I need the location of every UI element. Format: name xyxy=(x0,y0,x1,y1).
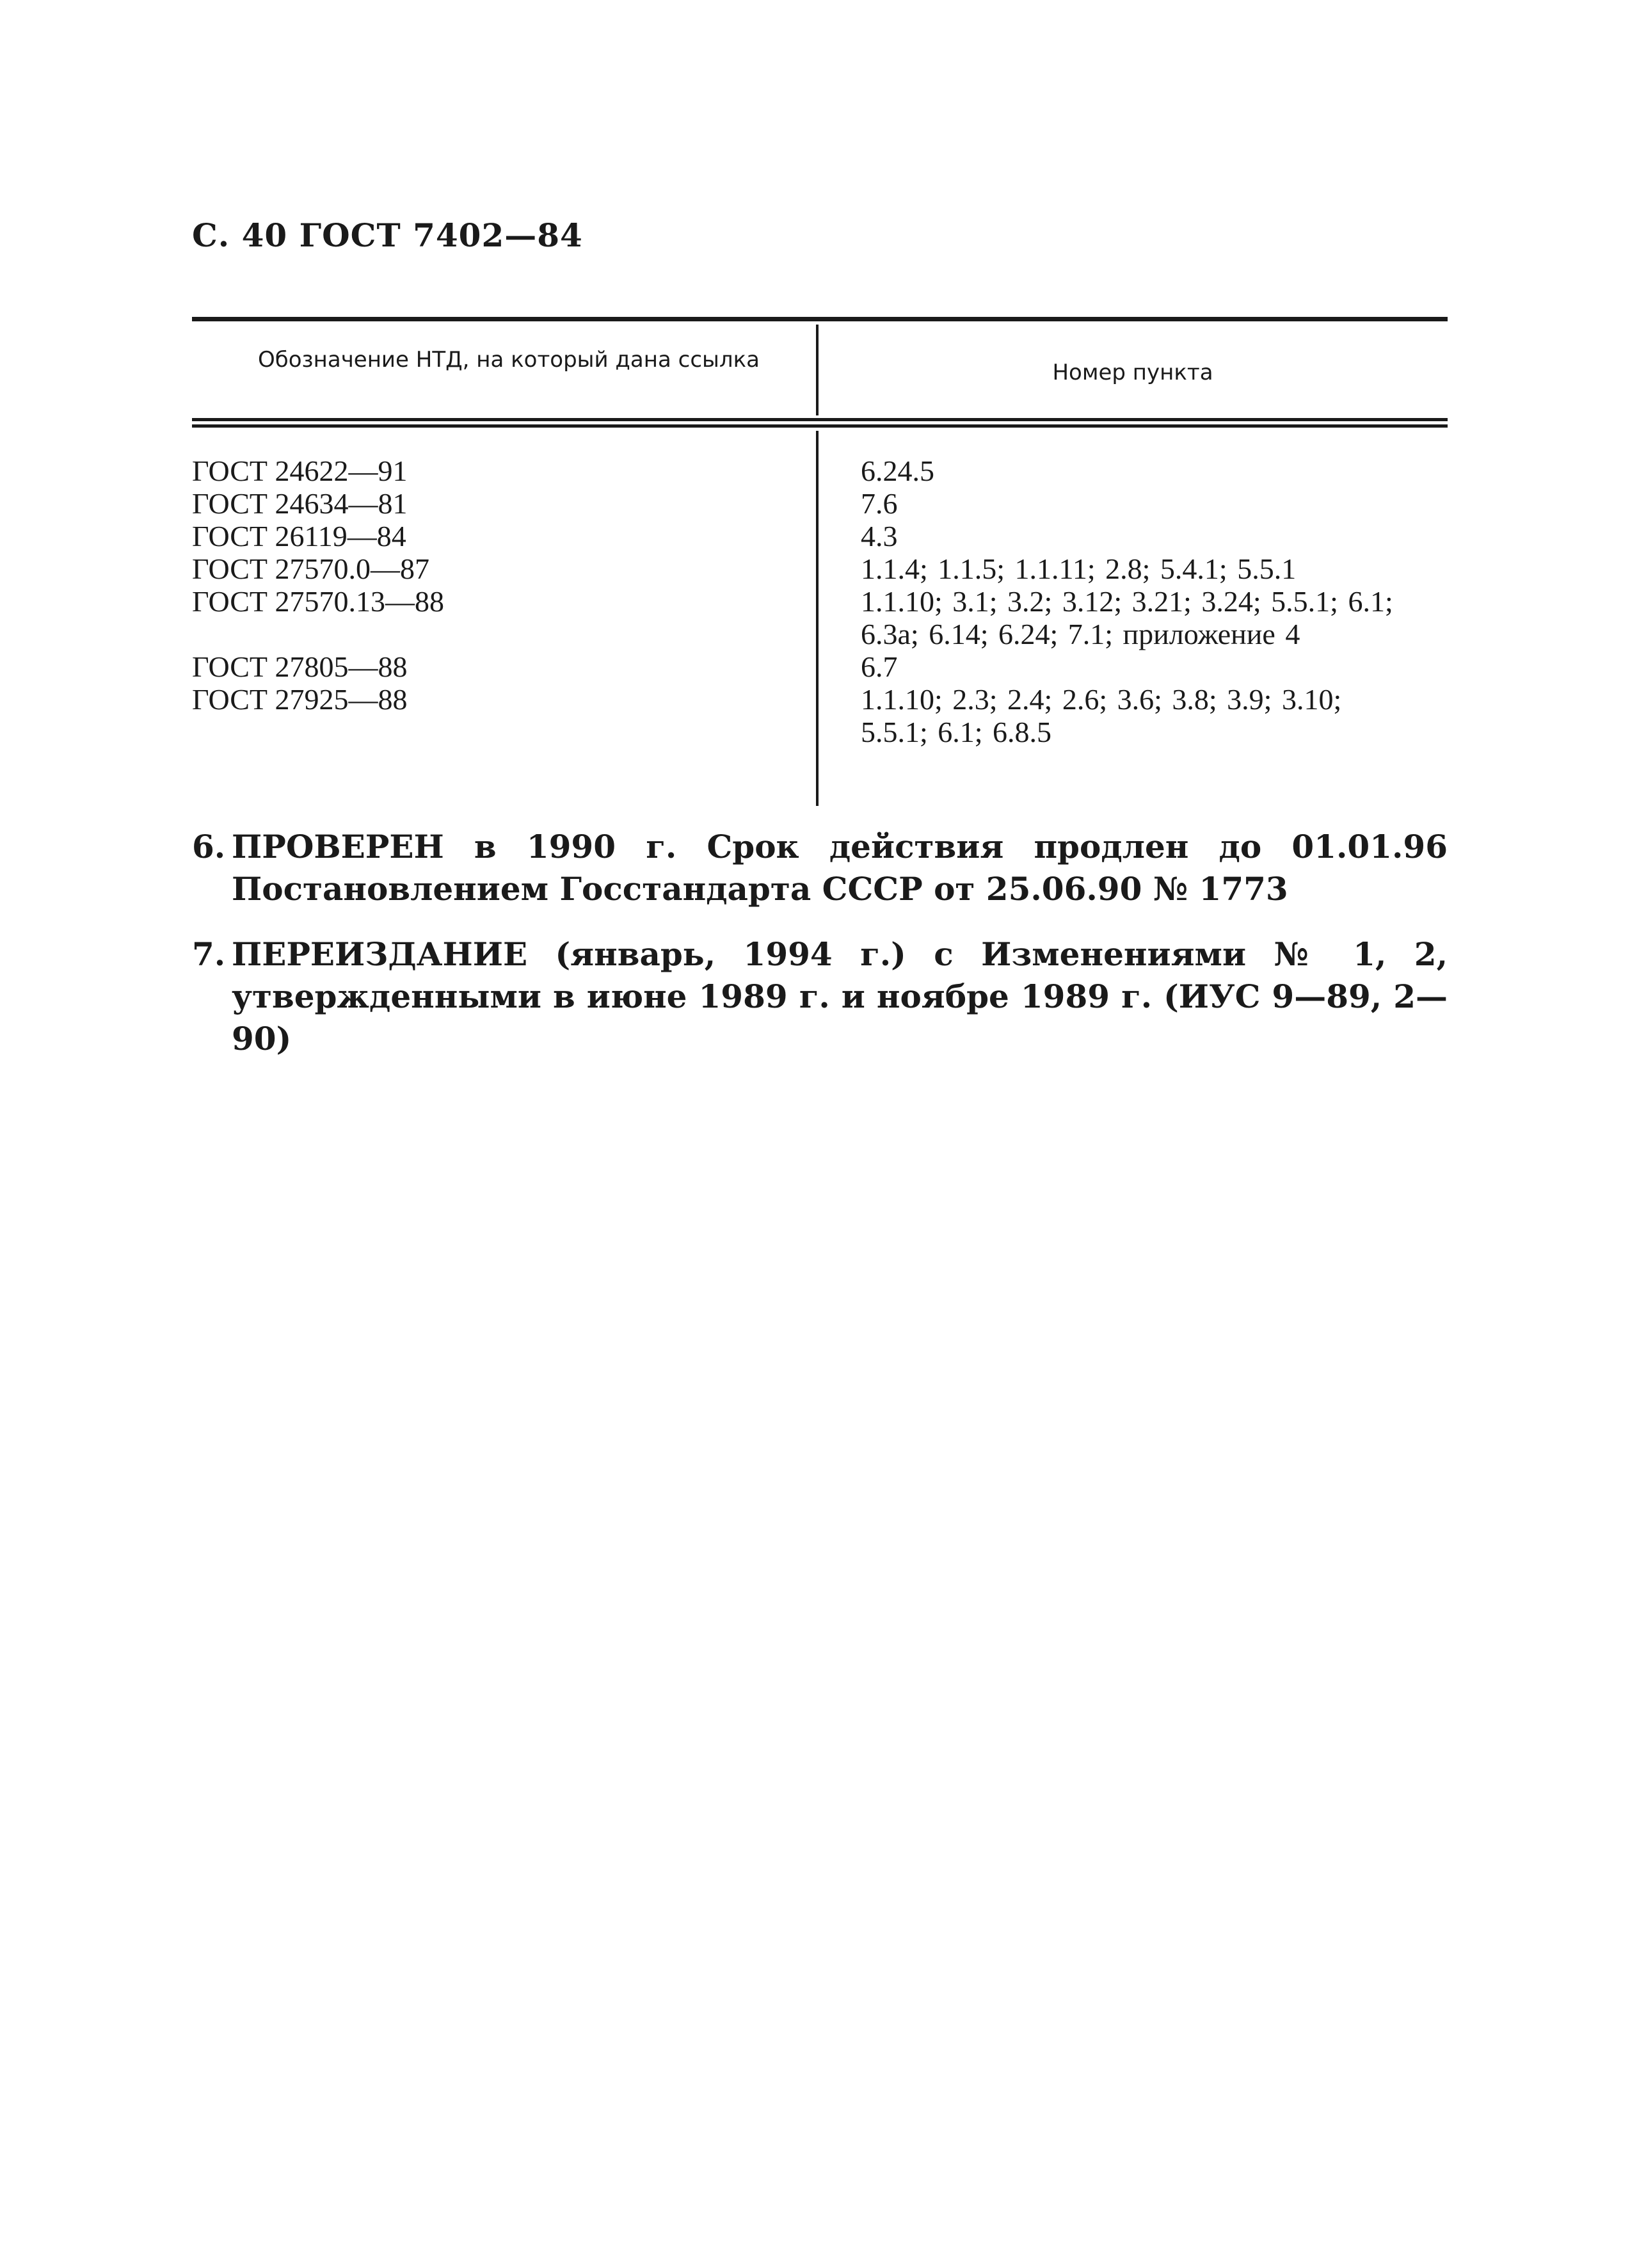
reference-cell: ГОСТ 26119—84 xyxy=(192,520,406,552)
note-item xyxy=(192,826,1448,910)
header-bottom-double-rule xyxy=(192,418,1448,428)
reference-cell: ГОСТ 24622—91 xyxy=(192,454,408,487)
note-number: 7. xyxy=(192,935,226,973)
reference-cell: ГОСТ 27570.0—87 xyxy=(192,552,430,585)
reference-cell: ГОСТ 27925—88 xyxy=(192,683,408,716)
clause-cell: 6.7 xyxy=(861,650,898,683)
table-row xyxy=(192,487,1448,520)
header-column-divider xyxy=(816,325,819,415)
table-row xyxy=(192,520,1448,552)
clause-cell: 1.1.10; 2.3; 2.4; 2.6; 3.6; 3.8; 3.9; 3.10; 5.5.1; 6.1; 6.8.5 xyxy=(861,683,1342,748)
notes-section xyxy=(192,826,1448,1083)
reference-cell: ГОСТ 27805—88 xyxy=(192,650,408,683)
note-text: ПЕРЕИЗДАНИЕ (январь, 1994 г.) с Изменениями № 1, 2, утвержденными в июне 1989 г. и ноябре 1989 г. (ИУС 9—89, 2—90) xyxy=(232,935,1448,1058)
page-header: С. 40 ГОСТ 7402—84 xyxy=(192,216,583,254)
table-row xyxy=(192,454,1448,487)
table-body xyxy=(192,454,1448,748)
clause-cell: 1.1.4; 1.1.5; 1.1.11; 2.8; 5.4.1; 5.5.1 xyxy=(861,552,1297,585)
column-header-reference: Обозначение НТД, на который дана ссылка xyxy=(258,347,760,373)
reference-cell: ГОСТ 24634—81 xyxy=(192,487,408,520)
table-row xyxy=(192,585,1448,650)
table-row xyxy=(192,683,1448,748)
table-row xyxy=(192,552,1448,585)
clause-cell: 4.3 xyxy=(861,520,898,552)
table-top-rule xyxy=(192,317,1448,321)
clause-cell: 1.1.10; 3.1; 3.2; 3.12; 3.21; 3.24; 5.5.1; 6.1; 6.3а; 6.14; 6.24; 7.1; приложение 4 xyxy=(861,585,1393,650)
reference-cell: ГОСТ 27570.13—88 xyxy=(192,585,445,618)
clause-cell: 6.24.5 xyxy=(861,454,934,487)
column-header-clause: Номер пункта xyxy=(1052,360,1213,385)
note-number: 6. xyxy=(192,828,226,865)
note-item xyxy=(192,933,1448,1060)
table-row xyxy=(192,650,1448,683)
clause-cell: 7.6 xyxy=(861,487,898,520)
note-text: ПРОВЕРЕН в 1990 г. Срок действия продлен до 01.01.96 Постановлением Госстандарта СССР от 25.06.90 № 1773 xyxy=(232,828,1448,908)
